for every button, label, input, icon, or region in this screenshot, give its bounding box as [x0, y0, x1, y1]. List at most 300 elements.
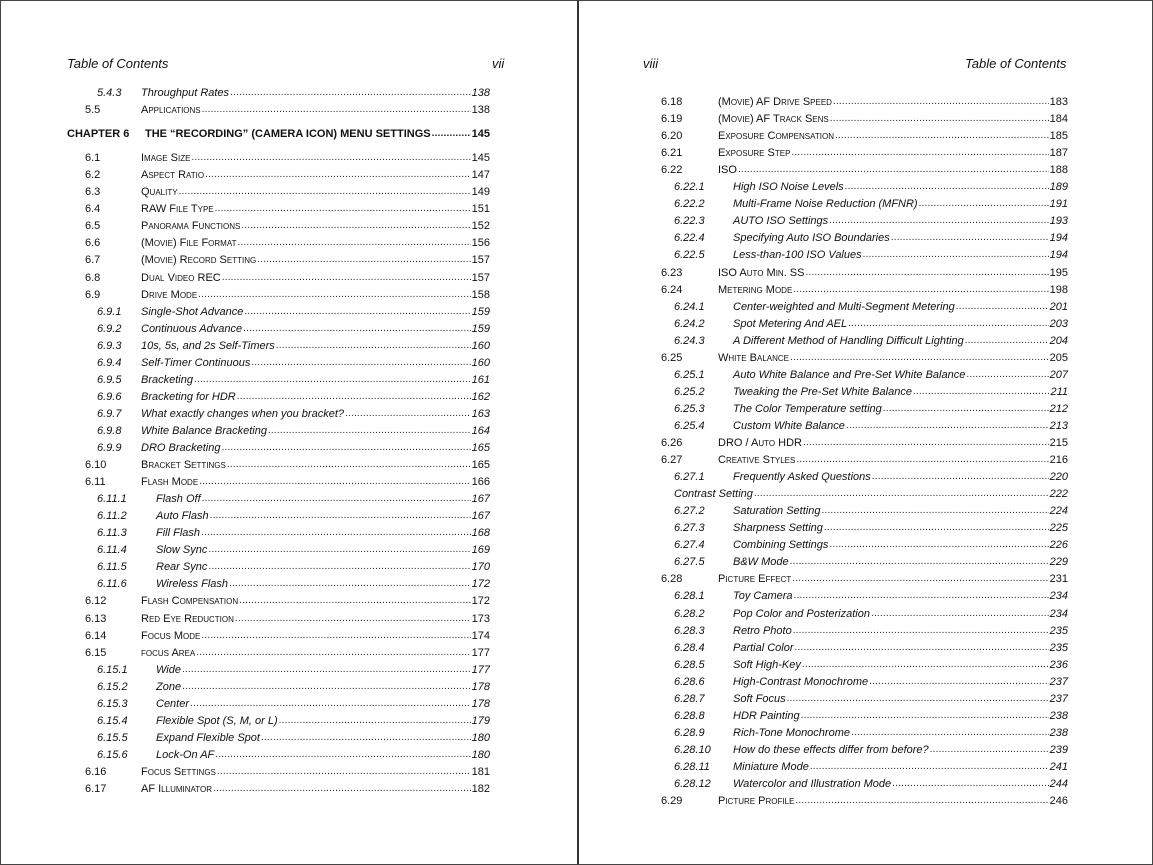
right-header-title: Table of Contents	[965, 56, 1067, 71]
toc-leader-dots	[432, 127, 471, 141]
toc-entry	[85, 779, 490, 796]
toc-entry-page: 138	[471, 87, 490, 99]
toc-entry-number: 6.28.8	[674, 709, 705, 722]
toc-entry-page: 235	[1049, 624, 1068, 637]
toc-entry	[661, 433, 1068, 450]
toc-entry-page: 212	[1049, 402, 1068, 415]
toc-entry-title: Toy Camera	[733, 590, 793, 603]
toc-leader-dots	[208, 560, 470, 574]
toc-entry-title: HDR Painting	[733, 709, 800, 722]
toc-entry	[674, 297, 1068, 314]
toc-entry	[85, 591, 490, 608]
toc-leader-dots	[790, 351, 1049, 365]
toc-entry-number: 6.21	[661, 147, 683, 160]
toc-entry-title: Bracket Settings	[141, 459, 226, 472]
toc-entry-number: 6.20	[661, 130, 683, 143]
toc-entry-title: DRO Bracketing	[141, 442, 221, 454]
toc-entry-page: 170	[471, 561, 490, 574]
toc-leader-dots	[215, 202, 471, 216]
toc-entry	[97, 694, 490, 711]
toc-entry-number: 6.27	[661, 454, 683, 467]
toc-entry-number: 6.25	[661, 351, 683, 364]
toc-entry	[674, 228, 1068, 245]
toc-entry-page: 193	[1049, 215, 1068, 228]
toc-entry-title: Auto White Balance and Pre-Set White Balance	[733, 368, 966, 381]
toc-leader-dots	[795, 641, 1049, 655]
toc-entry	[85, 182, 490, 199]
toc-entry	[97, 83, 490, 100]
toc-leader-dots	[182, 663, 471, 677]
toc-entry	[674, 655, 1068, 672]
toc-entry-page: 158	[471, 288, 490, 301]
toc-entry-page: 168	[471, 527, 490, 540]
toc-entry-page: 189	[1049, 181, 1068, 194]
toc-entry-page: 165	[471, 442, 490, 454]
toc-entry-number: 6.6	[85, 237, 101, 250]
toc-entry-page: 169	[471, 544, 490, 557]
toc-entry	[85, 268, 490, 285]
toc-entry-number: 6.23	[661, 266, 683, 279]
toc-leader-dots	[966, 368, 1048, 382]
toc-entry-page: 164	[471, 424, 490, 437]
toc-entry-number: 6.11	[85, 476, 106, 489]
toc-leader-dots	[345, 407, 471, 421]
toc-entry-number: 6.8	[85, 271, 101, 284]
toc-entry-number: 6.28.6	[674, 675, 705, 688]
toc-entry-number: 6.9.3	[97, 339, 122, 352]
toc-leader-dots	[191, 151, 470, 165]
left-header-title: Table of Contents	[67, 56, 169, 71]
toc-entry-number: 6.28.7	[674, 692, 705, 705]
toc-entry	[85, 285, 490, 302]
toc-entry-title: Rich-Tone Monochrome	[733, 726, 850, 739]
toc-entry-number: 6.9.7	[97, 407, 122, 420]
toc-entry-number: CHAPTER 6	[67, 128, 130, 141]
toc-entry-title: THE “RECORDING” (CAMERA ICON) MENU SETTINGS	[145, 128, 431, 141]
toc-entry	[674, 723, 1068, 740]
toc-entry-number: 6.22	[661, 164, 683, 177]
toc-entry-title: (Movie) File Format	[141, 237, 237, 250]
toc-entry-number: 6.10	[85, 459, 107, 472]
toc-entry-number: 6.5	[85, 220, 101, 233]
toc-entry-page: 215	[1049, 437, 1068, 449]
toc-leader-dots	[182, 680, 471, 694]
toc-leader-dots	[848, 317, 1048, 331]
toc-entry-title: Multi-Frame Noise Reduction (MFNR)	[733, 198, 918, 211]
toc-leader-dots	[824, 521, 1049, 535]
toc-entry-page: 246	[1049, 795, 1068, 808]
toc-entry	[97, 574, 490, 591]
toc-entry-number: 6.16	[85, 765, 107, 778]
toc-entry-number: 6.4	[85, 203, 101, 216]
toc-entry	[661, 450, 1068, 467]
toc-entry-number: 6.7	[85, 254, 101, 267]
toc-entry	[97, 421, 490, 438]
toc-entry-number: 6.15.3	[97, 697, 128, 710]
toc-entry-title: Combining Settings	[733, 539, 829, 552]
toc-entry	[674, 535, 1068, 552]
toc-entry-title: Flash Off	[156, 493, 201, 506]
toc-entry	[661, 143, 1068, 160]
toc-leader-dots	[802, 658, 1049, 672]
toc-entry	[674, 331, 1068, 348]
toc-entry	[661, 348, 1068, 365]
toc-entry-page: 236	[1049, 658, 1068, 671]
toc-entry	[97, 438, 490, 455]
toc-entry	[674, 621, 1068, 638]
toc-entry-number: 6.15	[85, 646, 107, 659]
toc-entry-number: 6.22.4	[674, 232, 705, 245]
toc-entry-page: 205	[1049, 351, 1068, 364]
toc-entry-page: 201	[1049, 300, 1068, 313]
toc-entry-title: Flexible Spot (S, M, or L)	[156, 714, 278, 727]
toc-entry-title: High-Contrast Monochrome	[733, 675, 869, 688]
toc-entry-number: 6.9.2	[97, 322, 122, 335]
toc-entry-title: Picture Effect	[718, 573, 792, 586]
toc-leader-dots	[845, 180, 1049, 194]
toc-entry-number: 6.9.5	[97, 373, 122, 386]
toc-leader-dots	[830, 112, 1049, 126]
toc-entry-title: White Balance Bracketing	[141, 424, 267, 437]
toc-entry-title: What exactly changes when you bracket?	[141, 407, 345, 420]
toc-entry-page: 161	[471, 373, 490, 386]
right-header-page-number: viii	[643, 56, 659, 71]
toc-entry-page: 222	[1049, 488, 1068, 501]
toc-leader-dots	[738, 163, 1049, 177]
toc-leader-dots	[930, 743, 1049, 757]
toc-leader-dots	[205, 168, 471, 182]
toc-entry-number: 6.28.4	[674, 641, 705, 654]
toc-entry-title: ISO	[718, 164, 737, 177]
toc-entry-number: 6.25.3	[674, 402, 705, 415]
toc-entry-number: 6.24.1	[674, 300, 705, 313]
toc-entry-title: Zone	[156, 680, 182, 693]
toc-leader-dots	[268, 424, 471, 438]
toc-entry-page: 180	[471, 748, 490, 761]
toc-leader-dots	[243, 322, 471, 336]
toc-entry-number: 6.22.3	[674, 215, 705, 228]
toc-entry-page: 173	[471, 612, 490, 625]
toc-entry-title: Picture Profile	[718, 795, 795, 808]
toc-entry-number: 6.19	[661, 113, 683, 126]
toc-entry-title: AUTO ISO Settings	[733, 215, 829, 228]
toc-entry-title: Custom White Balance	[733, 419, 845, 432]
toc-entry-title: Aspect Ratio	[141, 169, 205, 182]
toc-entry-page: 177	[471, 646, 490, 659]
left-header-page-number: vii	[492, 56, 505, 71]
toc-entry	[97, 302, 490, 319]
toc-entry-page: 238	[1049, 726, 1068, 739]
toc-entry-title: (Movie) Record Setting	[141, 254, 257, 267]
toc-entry-number: 6.27.5	[674, 556, 705, 569]
toc-entry-number: 6.11.2	[97, 510, 127, 523]
toc-entry-title: ISO Auto Min. SS	[718, 266, 805, 279]
toc-entry-title: Specifying Auto ISO Boundaries	[733, 232, 890, 245]
toc-leader-dots	[872, 470, 1049, 484]
toc-entry-page: 166	[471, 476, 490, 489]
toc-entry-number: 6.28.9	[674, 726, 705, 739]
toc-entry-title: The Color Temperature setting	[733, 402, 882, 415]
toc-entry-page: 235	[1049, 641, 1068, 654]
toc-entry-title: Throughput Rates	[141, 87, 230, 99]
toc-leader-dots	[913, 385, 1050, 399]
toc-entry-title: Flash Compensation	[141, 595, 239, 608]
toc-entry-title: Exposure Step	[718, 147, 791, 160]
toc-entry	[97, 319, 490, 336]
toc-entry-number: 6.11.3	[97, 527, 127, 540]
toc-entry-page: 203	[1049, 317, 1068, 330]
toc-entry-page: 179	[471, 714, 490, 727]
toc-entry	[674, 706, 1068, 723]
toc-leader-dots	[221, 441, 470, 455]
toc-entry-number: 6.11.6	[97, 578, 127, 591]
toc-entry-page: 157	[471, 254, 490, 267]
toc-entry-title: Focus Mode	[141, 629, 201, 642]
toc-entry-title: B&W Mode	[733, 556, 789, 569]
toc-entry-number: 6.17	[85, 783, 107, 795]
toc-entry-title: Metering Mode	[718, 283, 793, 296]
toc-entry-title: AF Illuminator	[141, 783, 212, 795]
toc-entry	[97, 506, 490, 523]
toc-entry-number: 6.28.10	[674, 743, 711, 756]
toc-leader-dots	[805, 266, 1048, 280]
toc-entry-title: Center	[156, 697, 190, 710]
toc-entry	[674, 484, 1068, 501]
toc-entry-page: 237	[1049, 692, 1068, 705]
toc-entry	[85, 472, 490, 489]
toc-entry	[85, 762, 490, 779]
toc-entry-page: 237	[1049, 675, 1068, 688]
toc-entry-title: Exposure Compensation	[718, 130, 834, 143]
toc-leader-dots	[279, 714, 471, 728]
toc-entry-page: 207	[1049, 368, 1068, 381]
toc-leader-dots	[179, 185, 471, 199]
toc-entry-title: Miniature Mode	[733, 760, 809, 773]
toc-entry-title: Wireless Flash	[156, 578, 229, 591]
toc-entry-title: Sharpness Setting	[733, 522, 823, 535]
toc-entry-number: 6.27.1	[674, 471, 705, 484]
toc-entry-title: Tweaking the Pre-Set White Balance	[733, 385, 912, 398]
toc-entry-number: 6.26	[661, 437, 683, 449]
toc-entry-title: Slow Sync	[156, 544, 208, 557]
toc-entry	[674, 689, 1068, 706]
toc-entry-page: 177	[471, 663, 490, 676]
toc-entry-page: 198	[1049, 283, 1068, 296]
toc-entry-number: 6.25.1	[674, 368, 705, 381]
toc-entry-title: Watercolor and Illustration Mode	[733, 778, 892, 790]
toc-entry-title: Panorama Functions	[141, 220, 241, 233]
toc-entry-page: 184	[1049, 113, 1068, 126]
toc-entry-page: 195	[1049, 266, 1068, 279]
toc-entry-number: 6.11.1	[97, 493, 127, 506]
toc-leader-dots	[833, 95, 1049, 109]
toc-entry-page: 224	[1049, 505, 1068, 518]
toc-entry-number: 6.22.1	[674, 181, 705, 194]
toc-entry	[661, 263, 1068, 280]
toc-entry-page: 225	[1049, 522, 1068, 535]
toc-entry-number: 6.15.2	[97, 680, 128, 693]
toc-entry-number: 5.4.3	[97, 87, 122, 99]
toc-entry-number: 6.27.3	[674, 522, 705, 535]
toc-entry	[674, 552, 1068, 569]
toc-entry-number: 6.15.6	[97, 748, 128, 761]
toc-entry-title: Continuous Advance	[141, 322, 243, 335]
toc-entry-page: 188	[1049, 164, 1068, 177]
toc-entry-page: 174	[471, 629, 490, 642]
toc-entry-number: 6.2	[85, 169, 101, 182]
toc-entry	[85, 455, 490, 472]
toc-entry-title: How do these effects differ from before?	[733, 743, 929, 756]
toc-entry-number: 6.22.2	[674, 198, 705, 211]
toc-entry-number: 6.18	[661, 96, 683, 108]
toc-entry-number: 6.22.5	[674, 249, 705, 262]
toc-entry	[97, 745, 490, 762]
toc-entry	[674, 672, 1068, 689]
toc-leader-dots	[835, 129, 1049, 143]
toc-entry-page: 182	[471, 783, 490, 795]
toc-entry	[85, 216, 490, 233]
toc-entry-title: Wide	[156, 663, 181, 676]
toc-leader-dots	[199, 475, 470, 489]
toc-entry-number: 6.9.1	[97, 305, 122, 318]
toc-leader-dots	[803, 436, 1049, 450]
toc-entry	[97, 540, 490, 557]
toc-entry	[674, 211, 1068, 228]
toc-entry-title: Image Size	[141, 152, 191, 165]
toc-entry	[97, 370, 490, 387]
toc-entry-page: 163	[471, 407, 490, 420]
toc-entry-page: 239	[1049, 743, 1068, 756]
toc-entry	[674, 314, 1068, 331]
toc-entry-number: 6.15.4	[97, 714, 128, 727]
toc-entry-page: 165	[471, 459, 490, 472]
toc-entry-title: Quality	[141, 186, 178, 199]
toc-leader-dots	[244, 305, 470, 319]
toc-entry	[97, 711, 490, 728]
toc-entry-number: 6.14	[85, 629, 107, 642]
toc-entry-page: 220	[1049, 471, 1068, 484]
toc-leader-dots	[796, 453, 1048, 467]
toc-entry	[97, 489, 490, 506]
toc-entry-number: 5.5	[85, 104, 101, 117]
toc-leader-dots	[261, 731, 471, 745]
toc-entry-page: 187	[1049, 147, 1068, 160]
toc-entry-title: RAW File Type	[141, 203, 214, 216]
toc-entry	[97, 404, 490, 421]
toc-entry-number: 6.11.4	[97, 544, 127, 557]
toc-entry	[85, 148, 490, 165]
toc-leader-dots	[791, 146, 1048, 160]
toc-entry-title: focus Area	[141, 646, 196, 659]
toc-entry-page: 234	[1049, 607, 1068, 620]
toc-entry-number: 6.9	[85, 288, 101, 301]
toc-entry-page: 167	[471, 493, 490, 506]
toc-leader-dots	[229, 577, 471, 591]
toc-entry	[97, 557, 490, 574]
toc-leader-dots	[239, 594, 470, 608]
toc-entry-number: 6.25.2	[674, 385, 705, 398]
toc-entry	[85, 233, 490, 250]
toc-leader-dots	[787, 692, 1049, 706]
toc-leader-dots	[792, 572, 1048, 586]
toc-entry-number: 6.28.2	[674, 607, 705, 620]
toc-entry-page: 213	[1049, 419, 1068, 432]
toc-entry-title: Expand Flexible Spot	[156, 731, 260, 744]
toc-entry	[85, 165, 490, 182]
toc-entry-title: Applications	[141, 104, 201, 117]
toc-entry-title: Flash Mode	[141, 476, 199, 489]
toc-leader-dots	[956, 300, 1049, 314]
toc-leader-dots	[213, 782, 471, 796]
toc-entry-title: Focus Settings	[141, 765, 216, 778]
toc-entry-page: 138	[471, 104, 490, 117]
toc-entry	[661, 569, 1068, 586]
toc-leader-dots	[235, 612, 471, 626]
toc-leader-dots	[790, 555, 1049, 569]
toc-entry-title: (Movie) AF Track Sens	[718, 113, 829, 126]
toc-entry	[97, 336, 490, 353]
toc-leader-dots	[801, 709, 1049, 723]
toc-entry-number: 6.1	[85, 152, 101, 165]
toc-entry-page: 159	[471, 305, 490, 318]
toc-entry-number: 6.11.5	[97, 561, 127, 574]
toc-entry-title: Creative Styles	[718, 454, 796, 467]
toc-entry-page: 226	[1049, 539, 1068, 552]
toc-entry-title: Center-weighted and Multi-Segment Metering	[733, 300, 955, 313]
toc-entry	[674, 586, 1068, 603]
toc-entry	[674, 501, 1068, 518]
toc-entry-number: 6.15.5	[97, 731, 128, 744]
toc-entry	[97, 387, 490, 404]
toc-entry-number: 6.15.1	[97, 663, 128, 676]
toc-entry	[674, 382, 1068, 399]
toc-entry	[97, 728, 490, 745]
toc-entry-page: 167	[471, 510, 490, 523]
toc-leader-dots	[863, 248, 1049, 262]
toc-leader-dots	[793, 624, 1049, 638]
toc-leader-dots	[241, 219, 470, 233]
toc-entry-page: 172	[471, 595, 490, 608]
toc-leader-dots	[919, 197, 1049, 211]
toc-entry	[674, 604, 1068, 621]
toc-leader-dots	[201, 629, 470, 643]
toc-entry-page: 229	[1049, 556, 1068, 569]
toc-entry	[661, 109, 1068, 126]
toc-leader-dots	[201, 526, 471, 540]
toc-leader-dots	[821, 504, 1048, 518]
toc-leader-dots	[230, 86, 471, 100]
toc-entry-number: 6.24.2	[674, 317, 705, 330]
toc-leader-dots	[810, 760, 1049, 774]
toc-entry-title: Pop Color and Posterization	[733, 607, 870, 620]
toc-entry-title: A Different Method of Handling Difficult Lighting	[733, 334, 964, 347]
toc-entry-number: 6.28	[661, 573, 683, 586]
toc-entry	[674, 177, 1068, 194]
toc-leader-dots	[196, 646, 470, 660]
toc-entry-title: Self-Timer Continuous	[141, 356, 251, 369]
toc-entry-title: Rear Sync	[156, 561, 208, 574]
toc-entry	[85, 609, 490, 626]
toc-leader-dots	[202, 492, 471, 506]
toc-entry-page: 181	[471, 765, 490, 778]
toc-leader-dots	[829, 214, 1048, 228]
toc-leader-dots	[257, 253, 470, 267]
toc-entry	[97, 660, 490, 677]
toc-entry-number: 6.27.2	[674, 505, 705, 518]
toc-entry-page: 183	[1049, 96, 1068, 108]
toc-entry-page: 194	[1049, 232, 1068, 245]
toc-entry-title: Dual Video REC	[141, 271, 221, 284]
